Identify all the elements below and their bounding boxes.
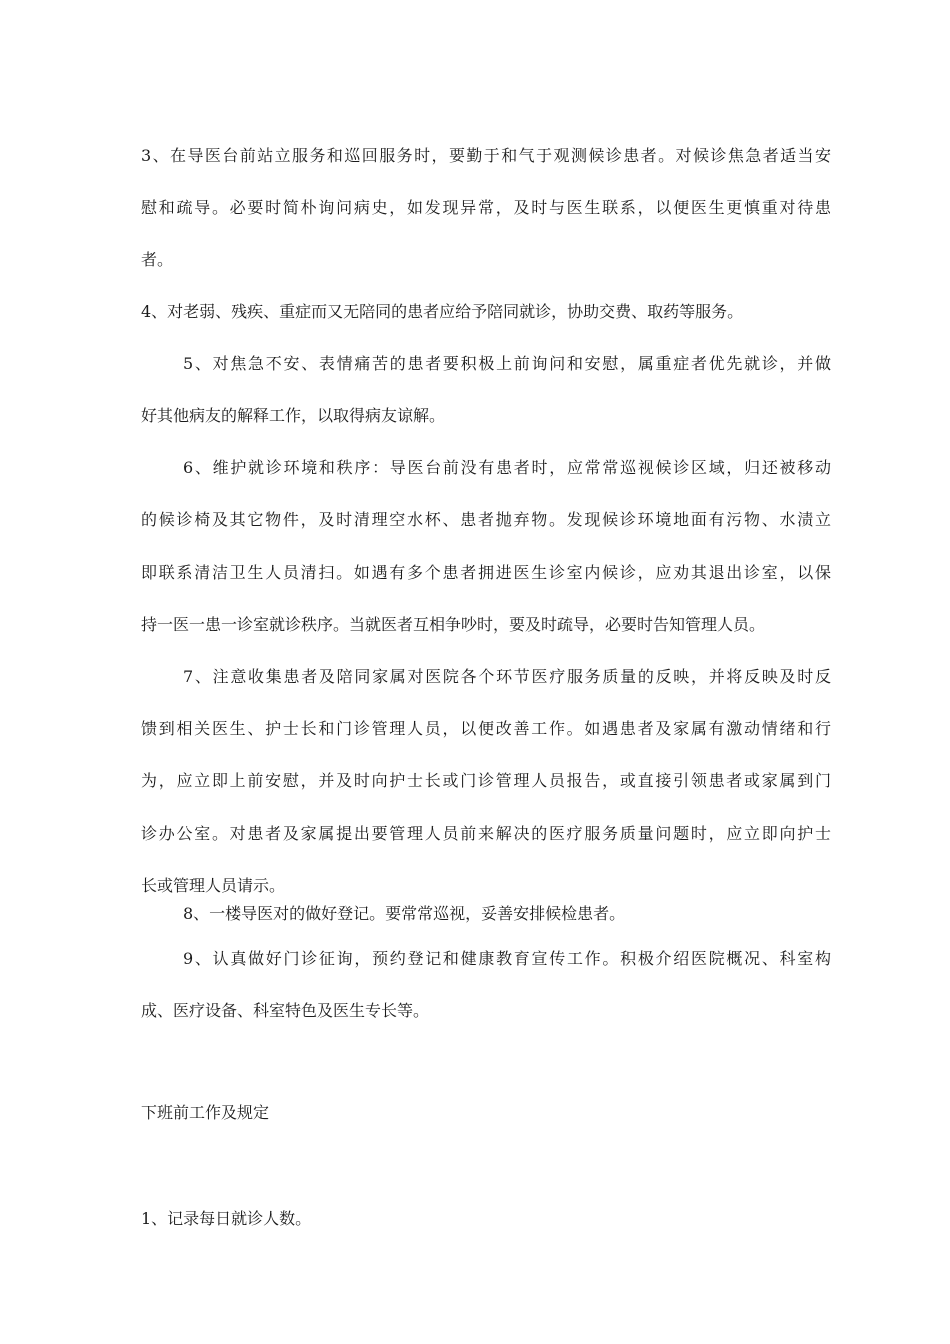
paragraph-4-line-1: 4、对老弱、残疾、重症而又无陪同的患者应给予陪同就诊，协助交费、取药等服务。 (141, 302, 744, 321)
paragraph-9-line-1: 9、认真做好门诊征询，预约登记和健康教育宣传工作。积极介绍医院概况、科室构 (183, 949, 831, 968)
paragraph-3-line-3: 者。 (141, 250, 174, 269)
paragraph-7-line-2: 馈到相关医生、护士长和门诊管理人员，以便改善工作。如遇患者及家属有激动情绪和行 (141, 719, 831, 738)
paragraph-5-line-1: 5、对焦急不安、表情痛苦的患者要积极上前询问和安慰，属重症者优先就诊，并做 (183, 354, 831, 373)
paragraph-3-line-2: 慰和疏导。必要时简朴询问病史，如发现异常，及时与医生联系，以便医生更慎重对待患 (141, 198, 831, 217)
paragraph-8-line-1: 8、一楼导医对的做好登记。要常常巡视，妥善安排候检患者。 (183, 904, 626, 923)
paragraph-6-line-2: 的候诊椅及其它物件，及时清理空水杯、患者抛弃物。发现候诊环境地面有污物、水渍立 (141, 510, 831, 529)
paragraph-6-line-4: 持一医一患一诊室就诊秩序。当就医者互相争吵时，要及时疏导，必要时告知管理人员。 (141, 615, 766, 634)
paragraph-9-line-2: 成、医疗设备、科室特色及医生专长等。 (141, 1001, 430, 1020)
paragraph-3-line-1: 3、在导医台前站立服务和巡回服务时，要勤于和气于观测候诊患者。对候诊焦急者适当安 (141, 146, 831, 165)
section-heading: 下班前工作及规定 (141, 1103, 270, 1122)
list-item-record-visits: 1、记录每日就诊人数。 (141, 1209, 312, 1228)
paragraph-5-line-2: 好其他病友的解释工作，以取得病友谅解。 (141, 406, 446, 425)
paragraph-7-line-5: 长或管理人员请示。 (141, 876, 286, 895)
paragraph-7-line-4: 诊办公室。对患者及家属提出要管理人员前来解决的医疗服务质量问题时，应立即向护士 (141, 824, 831, 843)
paragraph-7-line-1: 7、注意收集患者及陪同家属对医院各个环节医疗服务质量的反映，并将反映及时反 (183, 667, 831, 686)
paragraph-6-line-3: 即联系清洁卫生人员清扫。如遇有多个患者拥进医生诊室内候诊，应劝其退出诊室，以保 (141, 563, 831, 582)
paragraph-7-line-3: 为，应立即上前安慰，并及时向护士长或门诊管理人员报告，或直接引领患者或家属到门 (141, 771, 831, 790)
paragraph-6-line-1: 6、维护就诊环境和秩序：导医台前没有患者时，应常常巡视候诊区域，归还被移动 (183, 458, 831, 477)
